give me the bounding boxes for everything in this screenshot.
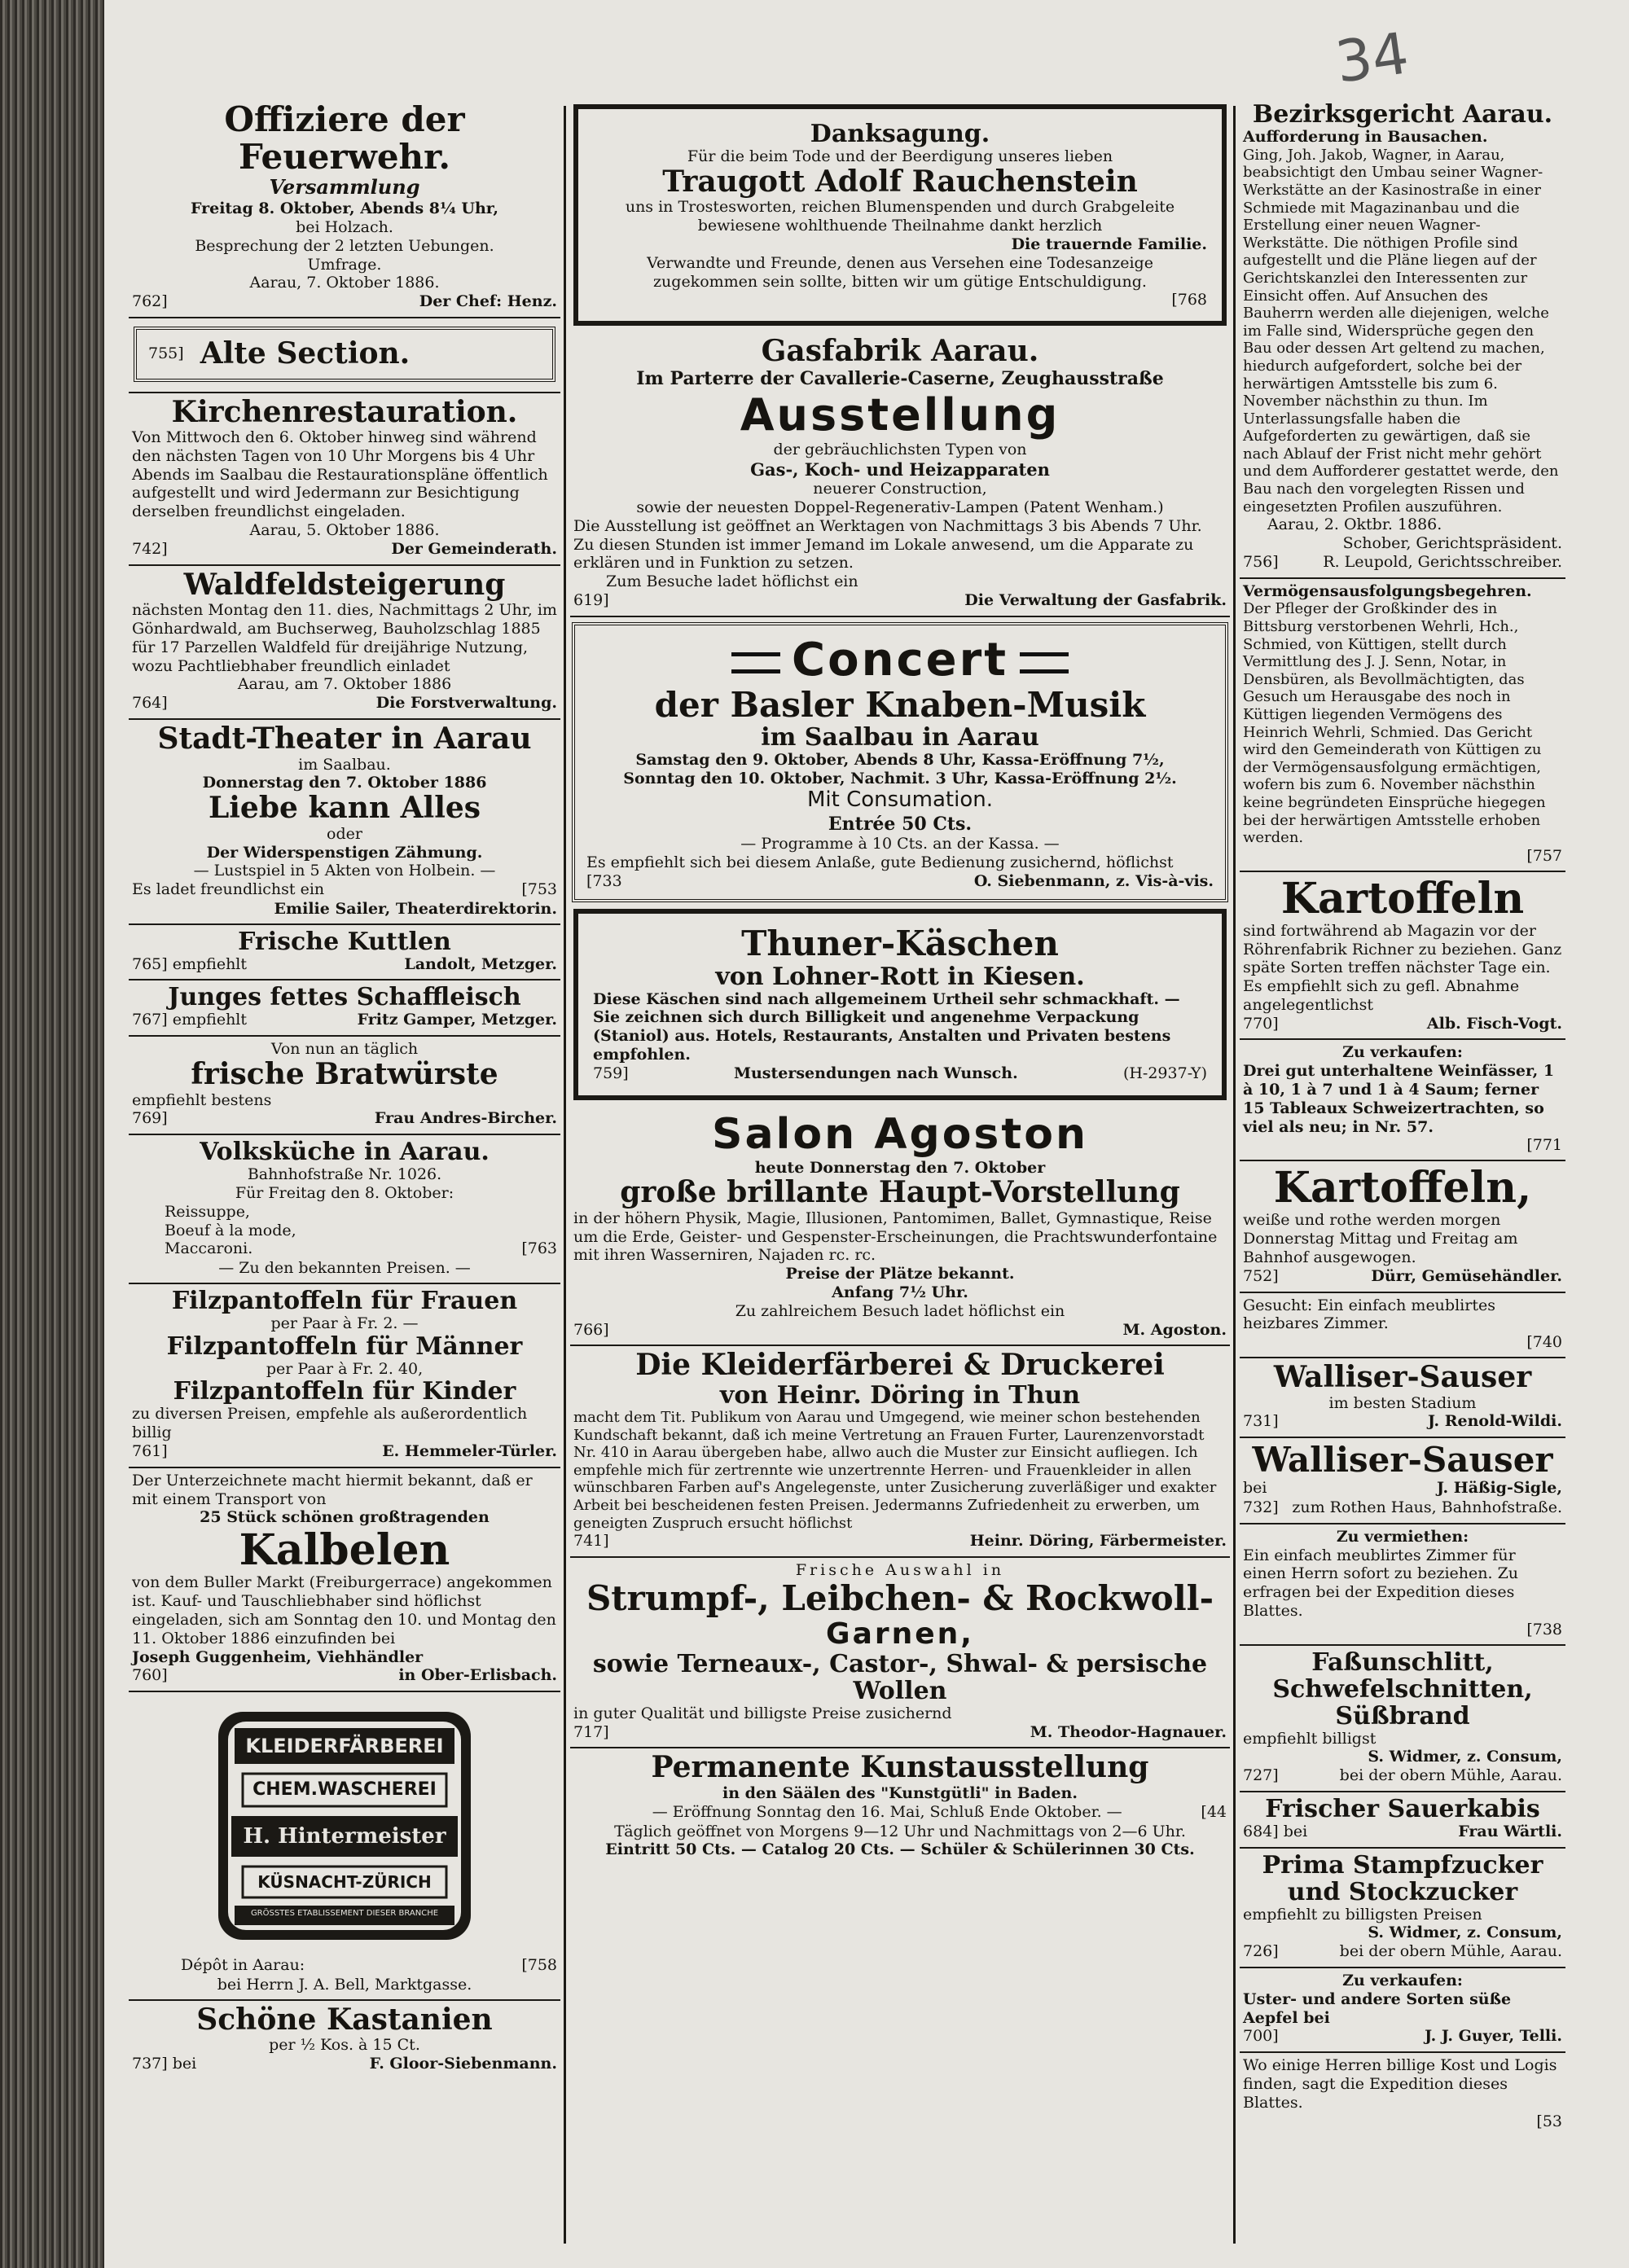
ad-line: sowie Terneaux-, Castor-, Shwal- & persische Wollen — [592, 1649, 1208, 1705]
ad-body: sind fortwährend ab Magazin vor der Röhrenfabrik Richner zu beziehen. Ganz späte Sorten treffen nächster Tage ein. Es empfiehlt sich zu gefl. Abnahme angelegentlichst — [1243, 921, 1562, 1014]
ad-walliser-1 — [1240, 1358, 1565, 1438]
ad-kartoffeln-1 — [1240, 872, 1565, 1041]
logo-text: GRÖSSTES ETABLISSEMENT DIESER BRANCHE — [250, 1909, 439, 1919]
ad-stampfzucker — [1240, 1849, 1565, 1968]
ad-title: Gasfabrik Aarau. — [761, 334, 1039, 369]
ad-title: Thuner-Käschen — [741, 923, 1059, 964]
ad-schaffleisch — [129, 980, 560, 1037]
ad-signature: Die trauernde Familie. — [1011, 235, 1207, 253]
ad-number: [763 — [521, 1239, 557, 1258]
ad-number: [753 — [521, 880, 557, 899]
ad-title: Concert — [792, 633, 1008, 687]
column-rule-1 — [564, 106, 566, 2244]
ad-signature: O. Siebenmann, z. Vis-à-vis. — [973, 871, 1214, 890]
ad-number: [768 — [1171, 291, 1207, 309]
book-spine — [0, 0, 104, 2268]
ad-name: Traugott Adolf Rauchenstein — [662, 164, 1138, 199]
ad-strumpf — [570, 1558, 1230, 1749]
ad-venue: im Saalbau. — [298, 755, 391, 774]
ad-signature: Joseph Guggenheim, Viehhändler — [132, 1647, 424, 1666]
ad-verkaufen-1 — [1240, 1040, 1565, 1161]
ad-subtitle: Aufforderung in Bausachen. — [1243, 128, 1488, 146]
ad-line: Im Parterre der Cavallerie-Caserne, Zeughausstraße — [636, 367, 1164, 389]
ad-signature: Alb. Fisch-Vogt. — [1426, 1014, 1562, 1033]
ad-kartoffeln-2 — [1240, 1161, 1565, 1292]
ad-signature: Die Forstverwaltung. — [375, 694, 557, 713]
ad-line: empfiehlt — [172, 1011, 248, 1029]
ad-number: [757 — [1526, 846, 1562, 865]
ad-filzpantoffeln — [129, 1284, 560, 1468]
ad-body: Diese Käschen sind nach allgemeinem Urtheil sehr schmackhaft. — Sie zeichnen sich durch Billigkeit und angenehme Verpackung (Staniol) aus. Hotels, Restaurants, Anstalten und Privaten bestens empfohlen. — [593, 989, 1180, 1064]
ad-line: 25 Stück schönen großtragenden — [200, 1508, 490, 1527]
ad-line: bei Holzach. — [296, 217, 393, 236]
ad-number: 717] — [573, 1722, 609, 1741]
ad-body: Uster- und andere Sorten süße Aepfel bei — [1243, 1989, 1512, 2027]
ad-line: bei — [1243, 1479, 1267, 1498]
ad-line: zum Rothen Haus, Bahnhofstraße. — [1292, 1498, 1562, 1517]
ad-line: bei — [172, 2055, 197, 2073]
ad-play-title: Liebe kann Alles — [208, 791, 481, 826]
ad-number: [740 — [1526, 1333, 1562, 1352]
ad-title: Stadt-Theater in Aarau — [157, 721, 532, 756]
ad-gasfabrik — [570, 332, 1230, 617]
ad-line: von Lohner-Rott in Kiesen. — [715, 962, 1085, 991]
ad-line: in guter Qualität und billigste Preise zusichernd — [573, 1704, 952, 1722]
ad-line: Schober, Gerichtspräsident. — [1342, 534, 1562, 553]
ad-number: 762] — [132, 292, 168, 311]
ad-line: Umfrage. — [307, 255, 382, 274]
ad-number: 760] — [132, 1666, 168, 1685]
ad-line: Der Unterzeichnete macht hiermit bekannt, daß er mit einem Transport von — [132, 1471, 533, 1508]
ad-number: [733 — [586, 871, 622, 890]
ad-number: 684] — [1243, 1822, 1279, 1840]
ad-body: weiße und rothe werden morgen Donnerstag Mittag und Freitag am Bahnhof ausgewogen. — [1243, 1211, 1518, 1266]
ad-bezirksgericht — [1240, 98, 1565, 579]
hintermeister-logo — [210, 1704, 479, 1948]
ad-body: Ging, Joh. Jakob, Wagner, in Aarau, beabsichtigt den Umbau seiner Wagner-Werkstätte an der Kasinostraße in einer Schmiede mit Magazinanbau und die Erstellung einer neuen Wagner-Werkstätte. Die nöthigen Profile sind aufgestellt und die Pläne liegen auf der Gerichtskanzlei den Interessenten zur Einsicht offen. Auf Ansuchen des Bauherrn werden alle diejenigen, welche im Falle sind, Widersprüche gegen den Bau oder dessen Art geltend zu machen, hiedurch aufgefordert, solche bei der herwärtigen Amtsstelle bis zum 6. November nächsthin zu thun. Im Unterlassungsfalle haben die Aufgeforderten zu gewärtigen, daß sie nach Ablauf der Frist nicht mehr gehört und dem Aufforderer gestattet werde, den Bau nach den vorgelegten Rissen und eingesetzten Profilen auszuführen. — [1243, 146, 1559, 515]
ad-line: Sonntag den 10. Oktober, Nachmit. 3 Uhr, Kassa-Eröffnung 2½. — [623, 769, 1177, 787]
ad-number: 619] — [573, 590, 609, 609]
ad-number: 741] — [573, 1532, 609, 1551]
ad-signature: M. Agoston. — [1122, 1320, 1227, 1339]
ad-verkaufen-2 — [1240, 1968, 1565, 2053]
ad-signature: M. Theodor-Hagnauer. — [1030, 1722, 1227, 1741]
ad-date: Aarau, am 7. Oktober 1886 — [237, 675, 452, 694]
ad-body: Drei gut unterhaltene Weinfässer, 1 à 10, 1 à 7 und 1 à 4 Saum; ferner 15 Tableaux Schweizertrachten, so viel als neu; in Nr. 57. — [1243, 1062, 1555, 1136]
ad-signature: Die Verwaltung der Gasfabrik. — [964, 590, 1227, 609]
ad-line: oder — [327, 824, 362, 843]
ad-title: Schöne Kastanien — [196, 2002, 493, 2037]
ad-salon-agoston — [570, 1107, 1230, 1347]
ad-line: bei Herrn J. A. Bell, Marktgasse. — [217, 1975, 472, 1994]
ad-date: Aarau, 7. Oktober 1886. — [249, 274, 440, 292]
ad-bratwuerste — [129, 1037, 560, 1135]
ad-title: Faßunschlitt, — [1311, 1647, 1494, 1677]
ad-number: 769] — [132, 1109, 168, 1128]
ad-signature: J. Renold-Wildi. — [1427, 1412, 1562, 1431]
column-left — [129, 98, 560, 2252]
ad-body: Wo einige Herren billige Kost und Logis finden, sagt die Expedition dieses Blattes. — [1243, 2056, 1557, 2112]
ad-subtitle: Versammlung — [269, 175, 420, 200]
ad-headline: Ausstellung — [740, 389, 1060, 441]
ad-kunstausstellung — [570, 1748, 1230, 1864]
ad-title: Strumpf-, Leibchen- & Rockwoll- — [586, 1577, 1214, 1618]
ad-line: — Programme à 10 Cts. an der Kassa. — — [740, 835, 1060, 853]
ad-title: Junges fettes Schaffleisch — [168, 983, 521, 1012]
ad-line: — Zu den bekannten Preisen. — — [218, 1259, 471, 1278]
ad-price: per ½ Kos. à 15 Ct. — [269, 2036, 420, 2055]
ad-body: Gesucht: Ein einfach meublirtes heizbares Zimmer. — [1243, 1296, 1495, 1333]
column-right — [1240, 98, 1565, 2252]
ad-line: Preise der Plätze bekannt. — [785, 1265, 1015, 1283]
ad-line: neuerer Construction, — [813, 480, 987, 498]
ad-line: Dépôt in Aarau: — [181, 1956, 305, 1975]
ad-title: Kartoffeln — [1280, 873, 1525, 923]
ad-signature: Frau Wärtli. — [1458, 1822, 1562, 1840]
ad-date: Aarau, 5. Oktober 1886. — [249, 521, 440, 540]
ad-title: Kalbelen — [239, 1525, 450, 1576]
ad-title: Filzpantoffeln für Kinder — [173, 1377, 516, 1406]
ad-line: sowie der neuesten Doppel-Regenerativ-Lampen (Patent Wenham.) — [636, 498, 1164, 516]
ad-title: Prima Stampfzucker — [1262, 1850, 1543, 1880]
ad-number: 759] — [593, 1064, 629, 1082]
ad-title: Offiziere der Feuerwehr. — [224, 99, 465, 178]
ad-hintermeister — [129, 1692, 560, 2001]
ad-title: Kartoffeln, — [1273, 1163, 1532, 1213]
ad-body: Von Mittwoch den 6. Oktober hinweg sind während den nächsten Tagen von 10 Uhr Morgens bis 4 Uhr Abends im Saalbau die Restaurationspläne öffentlich aufgestellt und wird Jedermann zur Besichtigung derselben freundlichst eingeladen. — [132, 428, 548, 521]
ad-number: [771 — [1526, 1136, 1562, 1155]
ad-line: Täglich geöffnet von Morgens 9—12 Uhr und Nachmittags von 2—6 Uhr. — [614, 1822, 1186, 1840]
ad-body: nächsten Montag den 11. dies, Nachmittags 2 Uhr, im Gönhardwald, am Buchserweg, Bauholzschlag 1885 für 17 Parzellen Waldfeld für dreijährige Nutzung, wozu Pachtliebhaber freundlich einladet — [132, 601, 557, 675]
ad-number: 756] — [1243, 552, 1279, 571]
ad-line: Frische Auswahl in — [795, 1560, 1005, 1579]
ad-line: — Lustspiel in 5 Akten von Holbein. — — [193, 862, 496, 880]
ad-number: 767] — [132, 1011, 168, 1029]
ad-body: von dem Buller Markt (Freiburgerrace) angekommen ist. Kauf- und Tauschliebhaber sind höflichst eingeladen, sich am Sonntag den 10. und Montag den 11. Oktober 1886 einzufinden bei — [132, 1573, 556, 1647]
ad-subtitle: Vermögensausfolgungsbegehren. — [1243, 581, 1532, 600]
ad-signature: Dürr, Gemüsehändler. — [1371, 1266, 1562, 1285]
ad-line: Entrée 50 Cts. — [828, 813, 973, 835]
ad-title: Frische Kuttlen — [238, 927, 451, 956]
ad-signature: Heinr. Döring, Färbermeister. — [969, 1532, 1227, 1551]
ad-line: von Heinr. Döring in Thun — [719, 1381, 1081, 1410]
logo-text: KÜSNACHT-ZÜRICH — [257, 1872, 432, 1893]
ad-line: Von nun an täglich — [270, 1040, 419, 1059]
ad-alte-section — [129, 318, 560, 393]
ad-number: 770] — [1243, 1014, 1279, 1033]
ad-title: Frischer Sauerkabis — [1265, 1794, 1540, 1823]
ad-signature: S. Widmer, z. Consum, — [1368, 1924, 1562, 1942]
ad-title: Alte Section. — [200, 336, 411, 371]
ad-signature: Der Gemeinderath. — [391, 539, 557, 558]
ad-title: Waldfeldsteigerung — [183, 567, 506, 602]
ad-price: per Paar à Fr. 2. 40, — [266, 1359, 424, 1378]
ad-number: 732] — [1243, 1498, 1279, 1517]
ad-danksagung — [573, 104, 1227, 326]
ad-line: bei der obern Mühle, Aarau. — [1339, 1942, 1562, 1961]
ad-number: 731] — [1243, 1412, 1279, 1431]
ad-number: 742] — [132, 539, 168, 558]
ad-theater — [129, 720, 560, 925]
ad-walliser-2 — [1240, 1438, 1565, 1524]
ad-line: Mit Consumation. — [806, 787, 993, 813]
ad-line: Garnen, — [826, 1617, 974, 1651]
ad-price: per Paar à Fr. 2. — — [270, 1314, 419, 1332]
ad-title: Permanente Kunstausstellung — [651, 1750, 1149, 1785]
ad-title: Walliser-Sauser — [1273, 1359, 1532, 1394]
logo-text: CHEM.WASCHEREI — [252, 1779, 437, 1801]
ad-date: Aarau, 2. Oktbr. 1886. — [1267, 515, 1442, 534]
ad-date: Donnerstag den 7. Oktober 1886 — [202, 774, 487, 792]
ad-line: empfiehlt zu billigsten Preisen — [1243, 1905, 1482, 1924]
ad-vermiethen — [1240, 1524, 1565, 1646]
ad-line: Eintritt 50 Cts. — Catalog 20 Cts. — Schüler & Schülerinnen 30 Cts. — [605, 1840, 1195, 1859]
ad-number: 755] — [148, 344, 184, 363]
ad-body: Ein einfach meublirtes Zimmer für einen Herrn sofort zu beziehen. Zu erfragen bei der Expedition dieses Blattes. — [1243, 1546, 1519, 1620]
ad-body: macht dem Tit. Publikum von Aarau und Umgegend, wie meiner schon bestehenden Kundschaft bekannt, daß ich meine Vertretung an Frauen Furter, Laurenzenvorstadt Nr. 410 in Aarau übergeben habe, allwo auch die Muster zur Einsicht aufliegen. Ich empfehle mich für zertrennte wie unzertrennte Herren- und Frauenkleider in allen wünschbaren Farben auf's Angelegenste, unter Zusicherung zuverläßiger und exakter Arbeit bei bescheidenen festen Preisen. Jedermanns Zufriedenheit zu erwerben, um geneigten Zuspruch ersucht höflichst — [573, 1409, 1217, 1532]
ad-line: große brillante Haupt-Vorstellung — [620, 1175, 1180, 1210]
ad-line: Es ladet freundlichst ein — [132, 880, 325, 899]
ad-line: uns in Trostesworten, reichen Blumenspenden und durch Grabgeleite bewiesene wohlthuende Theilnahme dankt herzlich — [625, 198, 1175, 235]
ad-number: [738 — [1526, 1620, 1562, 1638]
ad-line: heute Donnerstag den 7. Oktober — [754, 1158, 1046, 1177]
ad-fassunschlitt — [1240, 1646, 1565, 1792]
ad-signature: J. Häßig-Sigle, — [1437, 1479, 1562, 1498]
rule-ornament — [731, 652, 780, 673]
ad-line: Für Freitag den 8. Oktober: — [235, 1183, 454, 1202]
ad-line: empfiehlt billigst — [1243, 1729, 1377, 1748]
ad-code: (H-2937-Y) — [1122, 1064, 1207, 1082]
ad-line: Bahnhofstraße Nr. 1026. — [247, 1165, 442, 1184]
ad-signature: Frau Andres-Bircher. — [374, 1109, 557, 1128]
rule-ornament — [1020, 652, 1069, 673]
ad-kuttlen — [129, 925, 560, 981]
ad-title: Schwefelschnitten, — [1272, 1674, 1533, 1704]
ad-body: Die Ausstellung ist geöffnet an Werktagen von Nachmittags 3 bis Abends 7 Uhr. Zu diesen Stunden ist immer Jemand im Lokale anwesend, um die Apparate zu erklären und in Funktion zu setzen. — [573, 516, 1202, 572]
ad-number: 737] — [132, 2055, 168, 2073]
ad-title: Walliser-Sauser — [1252, 1440, 1553, 1481]
ad-number: 761] — [132, 1442, 168, 1461]
ad-kleiderfaerberei — [570, 1346, 1230, 1558]
ad-title: Kirchenrestauration. — [171, 394, 518, 429]
ad-line: Verwandte und Freunde, denen aus Versehen eine Todesanzeige zugekommen sein sollte, bitten wir um gütige Entschuldigung. — [647, 253, 1153, 291]
ad-kost-logis — [1240, 2053, 1565, 2135]
ad-kalbelen — [129, 1468, 560, 1692]
ad-line: Zum Besuche ladet höflichst ein — [606, 572, 858, 591]
ad-number: 766] — [573, 1320, 609, 1339]
ad-title: Salon Agoston — [712, 1109, 1088, 1159]
ad-line: der gebräuchlichsten Typen von — [773, 441, 1027, 459]
ad-volkskueche — [129, 1135, 560, 1284]
ad-number: 727] — [1243, 1766, 1279, 1785]
ad-title: frische Bratwürste — [191, 1056, 498, 1091]
column-rule-2 — [1233, 106, 1236, 2244]
logo-text: KLEIDERFÄRBEREI — [245, 1735, 444, 1758]
ad-number: 765] — [132, 954, 168, 973]
ad-number: [44 — [1201, 1802, 1227, 1821]
ad-title: und Stockzucker — [1287, 1877, 1518, 1906]
ad-number: 764] — [132, 694, 168, 713]
ad-line: im besten Stadium — [1328, 1393, 1477, 1412]
ad-number: [758 — [521, 1956, 557, 1975]
ad-line: im Saalbau in Aarau — [761, 722, 1039, 752]
ad-subtitle: Zu verkaufen: — [1342, 1043, 1463, 1062]
ad-title: Danksagung. — [810, 120, 990, 148]
ad-line: Besprechung der 2 letzten Uebungen. — [195, 236, 494, 255]
ad-body: Der Pfleger der Großkinder des in Bittsburg verstorbenen Wehrli, Hch., Schmied, von Küttigen, stellt durch Vermittlung des J. J. Senn, Notar, in Densbüren, als Bevollmächtigten, das Gesuch um Herausgabe des noch in Küttigen liegenden Vermögens des Heinrich Wehrli, Schmied. Das Gericht wird den Gemeinderath von Küttigen zu der Vermögensausfolgung ermächtigen, wofern bis zum 6. November nächsthin keine begründeten Einsprüche hiegegen bei der herwärtigen Amtsstelle erhoben werden. — [1243, 600, 1546, 847]
ad-line: — Eröffnung Sonntag den 16. Mai, Schluß Ende Oktober. — — [652, 1802, 1122, 1821]
ad-line: Zu zahlreichem Besuch ladet höflichst ein — [735, 1301, 1065, 1320]
ad-signature: Emilie Sailer, Theaterdirektorin. — [274, 899, 557, 918]
ad-sauerkabis — [1240, 1792, 1565, 1849]
ad-offiziere — [129, 98, 560, 318]
ad-title: Filzpantoffeln für Männer — [166, 1331, 523, 1361]
ad-title: Die Kleiderfärberei & Druckerei — [635, 1348, 1165, 1383]
ad-signature: J. J. Guyer, Telli. — [1425, 2027, 1562, 2046]
ad-signature: E. Hemmeler-Türler. — [382, 1442, 557, 1461]
ad-body: in der höhern Physik, Magie, Illusionen, Pantomimen, Ballet, Gymnastique, Reise um die Erde, Geister- und Gespenster-Erscheinungen, die Prachtswunderfontaine mit ihren Wasserniren, Najaden rc. rc. — [573, 1209, 1218, 1265]
ad-number: [53 — [1536, 2112, 1562, 2130]
ad-vermoegen — [1240, 579, 1565, 872]
ad-line: Gas-, Koch- und Heizapparaten — [750, 458, 1050, 480]
ad-line: empfiehlt — [172, 954, 248, 973]
ad-title: Süßbrand — [1335, 1701, 1470, 1731]
ad-signature: S. Widmer, z. Consum, — [1368, 1748, 1562, 1766]
ad-number: 700] — [1243, 2027, 1279, 2046]
ad-subtitle: Zu verkaufen: — [1342, 1971, 1463, 1989]
ad-line: Es empfiehlt sich bei diesem Anlaße, gute Bedienung zusichernd, höflichst — [586, 853, 1174, 871]
logo-text: H. Hintermeister — [243, 1824, 446, 1849]
ad-signature: F. Gloor-Siebenmann. — [369, 2055, 557, 2073]
ad-line: Samstag den 9. Oktober, Abends 8 Uhr, Kassa-Eröffnung 7½, — [635, 750, 1165, 769]
ad-gesucht — [1240, 1293, 1565, 1358]
ad-title: Bezirksgericht Aarau. — [1252, 100, 1553, 129]
ad-number: 752] — [1243, 1266, 1279, 1285]
ad-title: Volksküche in Aarau. — [200, 1138, 490, 1167]
menu-item: Maccaroni. — [165, 1239, 253, 1258]
ad-line: der Basler Knaben-Musik — [654, 684, 1146, 725]
ad-signature: R. Leupold, Gerichtsschreiber. — [1323, 552, 1562, 571]
ad-signature: Der Chef: Henz. — [419, 292, 557, 311]
ad-signature: Fritz Gamper, Metzger. — [357, 1011, 557, 1029]
ad-headline — [586, 634, 1214, 687]
ad-line: bei — [1283, 1822, 1308, 1840]
ad-line: Anfang 7½ Uhr. — [832, 1283, 968, 1302]
ad-concert — [572, 622, 1228, 903]
ad-line: Für die beim Tode und der Beerdigung unseres lieben — [687, 147, 1113, 165]
ad-body: zu diversen Preisen, empfehle als außerordentlich billig — [132, 1405, 528, 1442]
ad-line: bei der obern Mühle, Aarau. — [1339, 1766, 1562, 1785]
ad-line: empfiehlt bestens — [132, 1090, 272, 1109]
ad-number: 726] — [1243, 1942, 1279, 1961]
ad-line: in den Säälen des "Kunstgütli" in Baden. — [722, 1784, 1078, 1803]
handwritten-page-number: 34 — [1331, 20, 1413, 96]
ad-subtitle: Zu vermiethen: — [1336, 1527, 1469, 1546]
ad-line: Freitag 8. Oktober, Abends 8¼ Uhr, — [190, 200, 499, 218]
ad-kirchenrestauration — [129, 393, 560, 566]
ad-line: Mustersendungen nach Wunsch. — [733, 1064, 1018, 1082]
ad-kastanien — [129, 2001, 560, 2079]
ad-title: Filzpantoffeln für Frauen — [171, 1286, 518, 1315]
ad-waldfeld — [129, 566, 560, 720]
ad-line: in Ober-Erlisbach. — [398, 1666, 557, 1685]
menu-item: Boeuf à la mode, — [165, 1221, 296, 1239]
ad-line: Der Widerspenstigen Zähmung. — [206, 843, 483, 862]
menu-item: Reissuppe, — [165, 1202, 250, 1221]
ad-signature: Landolt, Metzger. — [404, 954, 557, 973]
ad-thuner — [573, 909, 1227, 1099]
column-middle — [570, 98, 1230, 2252]
